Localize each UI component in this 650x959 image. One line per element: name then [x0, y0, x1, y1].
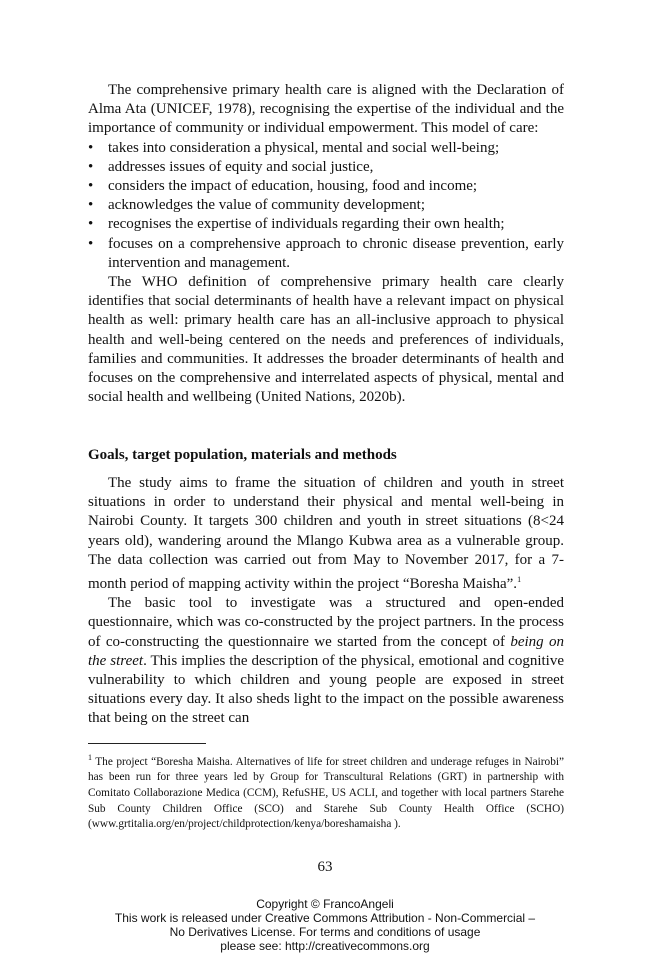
list-item: • considers the impact of education, housing, food and income; — [88, 177, 564, 196]
methods-paragraph-1 — [88, 474, 564, 594]
list-item: • takes into consideration a physical, mental and social well-being; — [88, 139, 564, 158]
who-paragraph: The WHO definition of comprehensive primary health care clearly identifies that social determinants of health have a relevant impact on physical health as well: primary health care has an all-inclusive approach to physical health and well-being centered on the needs and preferences of individuals, families and communities. It addresses the broader determinants of health and focuses on the comprehensive and interrelated aspects of physical, mental and social health and wellbeing (United Nations, 2020b). — [88, 274, 564, 406]
license-link-line: please see: http://creativecommons.org — [220, 939, 430, 953]
footnote-text: The project “Boresha Maisha. Alternatives of life for street children and underage refuges in Nairobi” has been run for three years led by Group for Transcultural Relations (GRT) in partnership with Comitato Collaborazione Medica (CCM), RefuSHE, US ACLI, and together with local partners Starehe Sub County Children Office (SCO) and Starehe Sub County Health Office (SCHO) (www.grtitalia.org/en/project/childprotection/kenya/boreshamaisha ). — [88, 755, 564, 831]
footnote — [88, 750, 564, 833]
footnote-marker: 1 — [88, 753, 92, 762]
list-item: • focuses on a comprehensive approach to chronic disease prevention, early intervention and management. — [88, 235, 564, 273]
methods-paragraph-1-text: The study aims to frame the situation of children and youth in street situations in order to understand their physical and mental well-being in Nairobi County. It targets 300 children and youth in street situations (8<24 years old), wandering around the Mlango Kubwa area as a vulnerable group. The data collection was carried out from May to November 2017, for a 7-month period of mapping activity within the project “Boresha Maisha”. — [88, 475, 564, 593]
methods-paragraph-2-end: . This implies the description of the physical, emotional and cognitive vulnerability to which children and young people are exposed in street situations every day. It also sheds light to the impact on the possible awareness that being on the street can — [88, 652, 564, 727]
list-item: • recognises the expertise of individuals regarding their own health; — [88, 215, 564, 234]
methods-paragraph-2 — [88, 594, 564, 728]
footnote-divider — [88, 743, 206, 744]
list-item: • acknowledges the value of community development; — [88, 196, 564, 215]
copyright-notice — [0, 897, 650, 953]
intro-paragraph: The comprehensive primary health care is aligned with the Declaration of Alma Ata (UNICEF, 1978), recognising the expertise of the individual and the importance of community or individual empowerment. This model of care: — [88, 82, 564, 137]
methods-block — [88, 474, 564, 729]
page-number: 63 — [317, 859, 333, 875]
footnote-reference: 1 — [517, 575, 522, 585]
methods-paragraph-2-start: The basic tool to investigate was a structured and open-ended questionnaire, which was co-constructed by the project partners. In the process of co-constructing the questionnaire we started from the concept of — [88, 595, 564, 650]
concept-term: being on the street — [88, 633, 564, 669]
list-item: • addresses issues of equity and social justice, — [88, 158, 564, 177]
intro-block — [88, 81, 564, 407]
license-line: No Derivatives License. For terms and conditions of usage — [169, 925, 481, 939]
care-model-list — [88, 139, 564, 273]
license-line: This work is released under Creative Commons Attribution - Non-Commercial – — [114, 911, 536, 925]
copyright-line: Copyright © FrancoAngeli — [256, 897, 394, 911]
section-heading: Goals, target population, materials and methods — [88, 447, 397, 463]
